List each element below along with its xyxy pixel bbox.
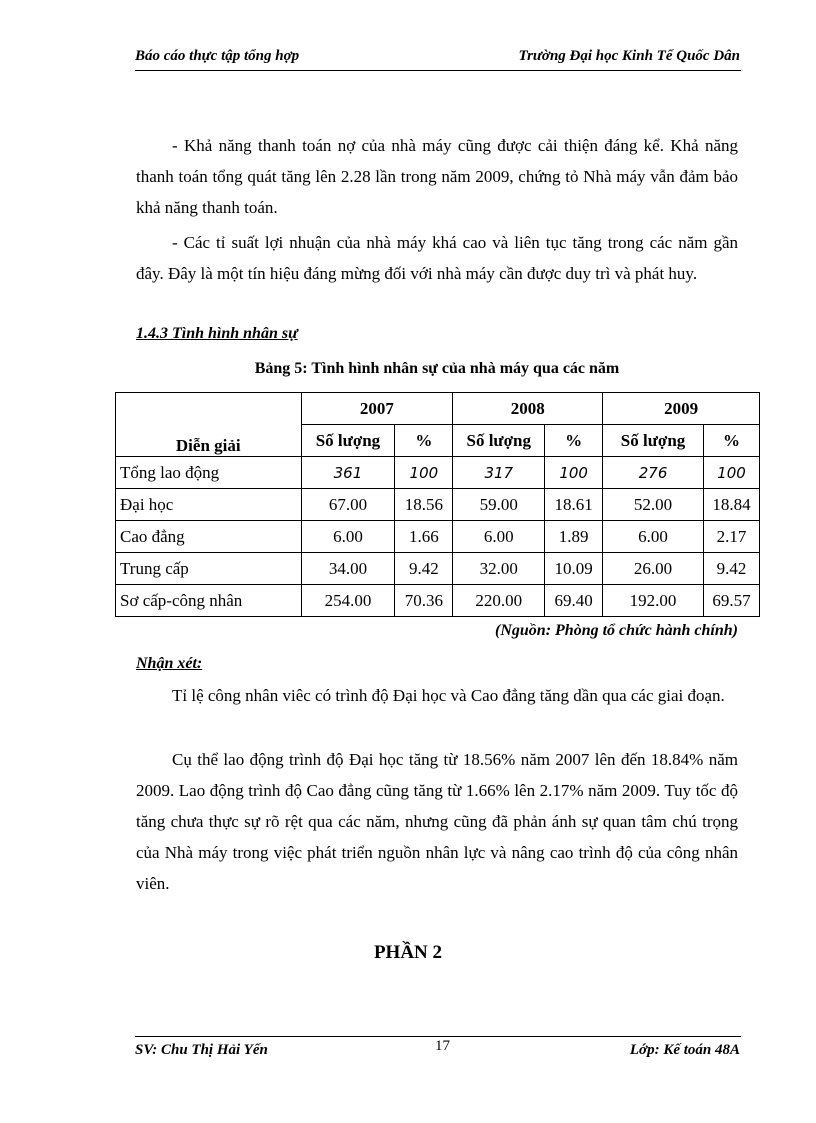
row-label: Sơ cấp-công nhân xyxy=(116,585,302,617)
cell: 6.00 xyxy=(301,521,395,553)
row-label: Cao đẳng xyxy=(116,521,302,553)
qty-header: Số lượng xyxy=(453,425,545,457)
cell: 2.17 xyxy=(703,521,759,553)
cell: 67.00 xyxy=(301,489,395,521)
comment-heading: Nhận xét: xyxy=(136,655,203,672)
footer-class: Lớp: Kế toán 48A xyxy=(629,1042,740,1058)
cell: 254.00 xyxy=(301,585,395,617)
footer-student: SV: Chu Thị Hải Yến xyxy=(135,1042,268,1058)
table-row xyxy=(116,457,760,489)
footer-divider xyxy=(135,1036,741,1037)
cell: 100 xyxy=(545,457,603,489)
pct-header: % xyxy=(545,425,603,457)
year-header: 2009 xyxy=(603,393,760,425)
paragraph-payment-ability: - Khả năng thanh toán nợ của nhà máy cũng được cải thiện đáng kể. Khả năng thanh toán tổng quát tăng lên 2.28 lần trong năm 2009, chứng tỏ Nhà máy vẫn đảm bảo khả năng thanh toán. xyxy=(136,136,738,217)
cell: 1.66 xyxy=(395,521,453,553)
pct-header: % xyxy=(395,425,453,457)
table-row xyxy=(116,489,760,521)
section-heading: 1.4.3 Tình hình nhân sự xyxy=(136,325,298,342)
part-title: PHẦN 2 xyxy=(373,942,443,963)
comment-paragraph-2: Cụ thể lao động trình độ Đại học tăng từ 18.56% năm 2007 lên đến 18.84% năm 2009. Lao động trình độ Cao đẳng cũng tăng từ 1.66% lên 2.17% năm 2009. Tuy tốc độ tăng chưa thực sự rõ rệt qua các năm, nhưng cũng đã phản ánh sự quan tâm chú trọng của Nhà máy trong việc phát triển nguồn nhân lực và nâng cao trình độ của công nhân viên. xyxy=(136,750,738,893)
table-caption: Bảng 5: Tình hình nhân sự của nhà máy qua các năm xyxy=(254,360,620,377)
pct-header: % xyxy=(703,425,759,457)
cell: 59.00 xyxy=(453,489,545,521)
table-header-row xyxy=(116,393,760,425)
cell: 10.09 xyxy=(545,553,603,585)
cell: 69.40 xyxy=(545,585,603,617)
page-footer xyxy=(135,1040,740,1064)
cell: 18.56 xyxy=(395,489,453,521)
cell: 1.89 xyxy=(545,521,603,553)
table-row xyxy=(116,521,760,553)
cell: 18.84 xyxy=(703,489,759,521)
cell: 26.00 xyxy=(603,553,704,585)
row-label: Đại học xyxy=(116,489,302,521)
cell: 317 xyxy=(453,457,545,489)
row-header: Diễn giải xyxy=(116,393,302,457)
cell: 100 xyxy=(703,457,759,489)
table-row xyxy=(116,553,760,585)
cell: 70.36 xyxy=(395,585,453,617)
cell: 18.61 xyxy=(545,489,603,521)
header-right: Trường Đại học Kinh Tế Quốc Dân xyxy=(518,48,740,64)
cell: 6.00 xyxy=(453,521,545,553)
table-row xyxy=(116,585,760,617)
row-label: Tổng lao động xyxy=(116,457,302,489)
cell: 9.42 xyxy=(395,553,453,585)
cell: 69.57 xyxy=(703,585,759,617)
page-header xyxy=(135,48,740,70)
cell: 6.00 xyxy=(603,521,704,553)
cell: 34.00 xyxy=(301,553,395,585)
cell: 9.42 xyxy=(703,553,759,585)
paragraph-profit-ratios: - Các tỉ suất lợi nhuận của nhà máy khá cao và liên tục tăng trong các năm gần đây. Đây là một tín hiệu đáng mừng đối với nhà máy cần được duy trì và phát huy. xyxy=(136,233,738,283)
table-source: (Nguồn: Phòng tổ chức hành chính) xyxy=(495,622,738,639)
page-number: 17 xyxy=(435,1038,450,1054)
cell: 361 xyxy=(301,457,395,489)
header-divider xyxy=(135,70,741,71)
staff-table xyxy=(115,392,760,617)
year-header: 2007 xyxy=(301,393,453,425)
qty-header: Số lượng xyxy=(301,425,395,457)
cell: 276 xyxy=(603,457,704,489)
year-header: 2008 xyxy=(453,393,603,425)
cell: 192.00 xyxy=(603,585,704,617)
cell: 100 xyxy=(395,457,453,489)
comment-paragraph-1: Tỉ lệ công nhân viêc có trình độ Đại học và Cao đẳng tăng dần qua các giai đoạn. xyxy=(172,686,725,705)
qty-header: Số lượng xyxy=(603,425,704,457)
header-left: Báo cáo thực tập tổng hợp xyxy=(135,48,300,64)
cell: 52.00 xyxy=(603,489,704,521)
cell: 220.00 xyxy=(453,585,545,617)
row-label: Trung cấp xyxy=(116,553,302,585)
cell: 32.00 xyxy=(453,553,545,585)
